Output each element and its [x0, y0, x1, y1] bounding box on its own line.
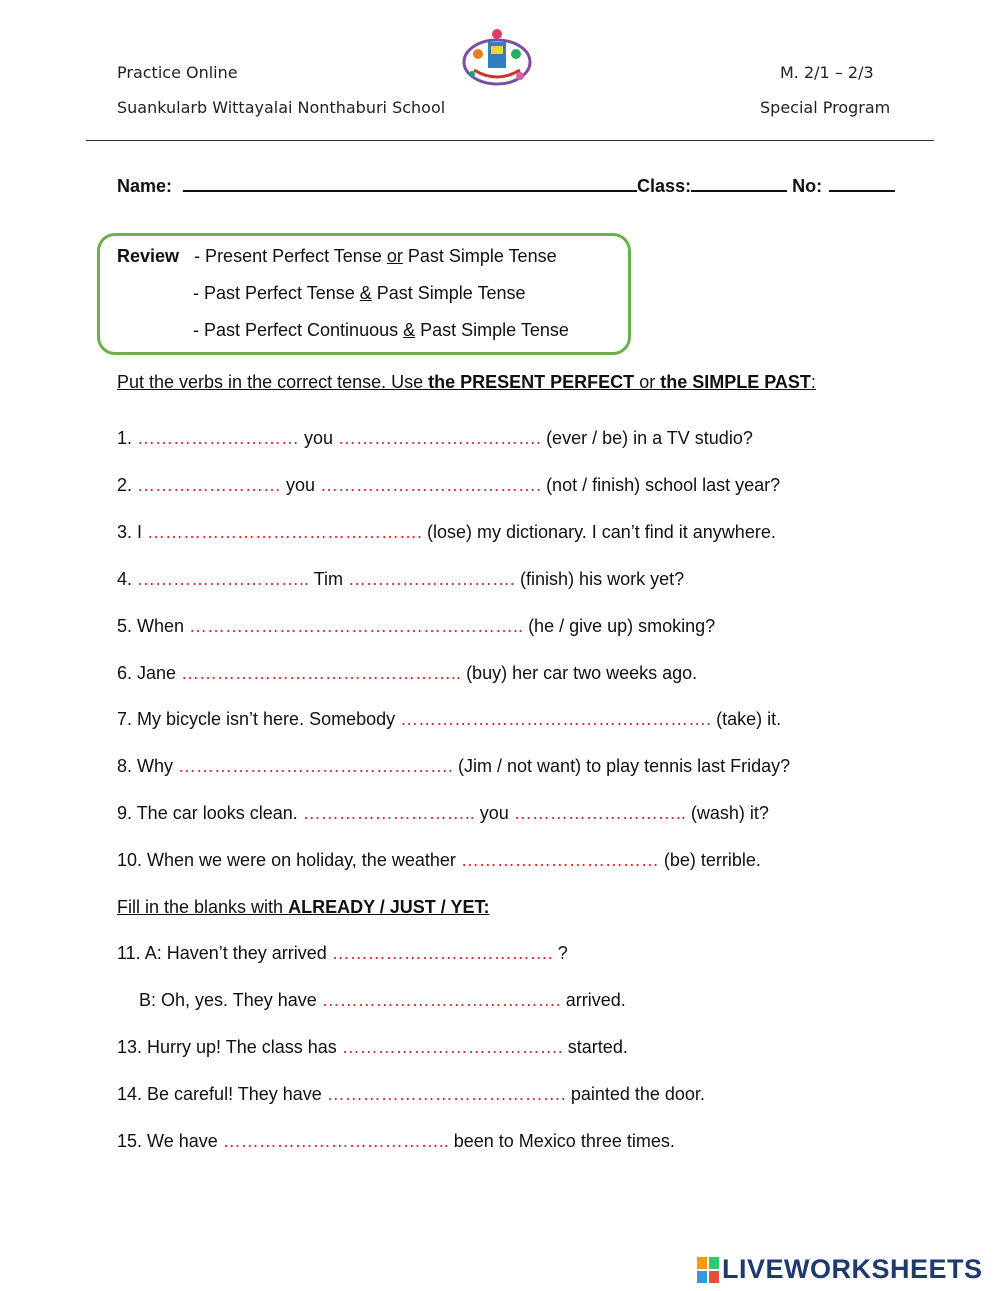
name-blank[interactable] [183, 172, 637, 192]
header-left-top: Practice Online [117, 63, 238, 82]
number-label: No: [792, 176, 823, 196]
question-11b: B: Oh, yes. They have …………………………………. arrived. [139, 990, 626, 1010]
liveworksheets-brand[interactable]: LIVEWORKSHEETS [722, 1254, 983, 1284]
answer-blank[interactable]: …………………………………. [321, 990, 561, 1010]
question-6: 6. Jane ……………………………………….. (buy) her car two weeks ago. [117, 663, 698, 683]
section1-instructions: Put the verbs in the correct tense. Use the PRESENT PERFECT or the SIMPLE PAST: [117, 372, 816, 392]
answer-blank[interactable]: ……………………………. [338, 428, 542, 448]
question-8: 8. Why ………………………………………. (Jim / not want) to play tennis last Friday? [117, 756, 791, 776]
question-13: 13. Hurry up! The class has ………………………………. started. [117, 1037, 628, 1057]
review-line-2: - Past Perfect Tense & Past Simple Tense [193, 283, 526, 303]
question-11a: 11. A: Haven’t they arrived ………………………………. ? [117, 943, 568, 963]
header-school-name: Suankularb Wittayalai Nonthaburi School [117, 98, 446, 117]
answer-blank[interactable]: ……………………… [137, 428, 300, 448]
name-label: Name: [117, 176, 173, 196]
answer-blank[interactable]: ………………………………………. [178, 756, 454, 776]
question-3: 3. I ………………………………………. (lose) my dictionary. I can’t find it anywhere. [117, 522, 776, 542]
answer-blank[interactable]: ……………………………………………….. [189, 616, 524, 636]
question-4: 4. ……………………….. Tim ………………………. (finish) his work yet? [117, 569, 685, 589]
question-7: 7. My bicycle isn’t here. Somebody ……………………………………………. (take) it. [117, 709, 782, 729]
liveworksheets-logo-icon [697, 1257, 719, 1283]
answer-blank[interactable]: ………………………………………. [147, 522, 423, 542]
question-1: 1. ……………………… you ……………………………. (ever / be) in a TV studio? [117, 428, 753, 448]
section2-instructions: Fill in the blanks with ALREADY / JUST / YET: [117, 897, 490, 917]
question-15: 15. We have ……………………………….. been to Mexico three times. [117, 1131, 675, 1151]
answer-blank[interactable]: ……………………………….. [222, 1131, 449, 1151]
class-blank[interactable] [691, 172, 787, 192]
question-5: 5. When ……………………………………………….. (he / give up) smoking? [117, 616, 716, 636]
answer-blank[interactable]: …………………………………. [326, 1084, 566, 1104]
question-14: 14. Be careful! They have …………………………………. painted the door. [117, 1084, 705, 1104]
answer-blank[interactable]: ……………………….. [302, 803, 475, 823]
review-line-1: Review - Present Perfect Tense or Past Simple Tense [117, 246, 557, 266]
answer-blank[interactable]: ………………………………. [341, 1037, 563, 1057]
school-emblem-icon [460, 26, 534, 92]
question-9: 9. The car looks clean. ……………………….. you ……………………….. (wash) it? [117, 803, 769, 823]
header-class-range: M. 2/1 – 2/3 [780, 63, 874, 82]
answer-blank[interactable]: ………………………. [348, 569, 516, 589]
answer-blank[interactable]: ……………………….. [513, 803, 686, 823]
question-10: 10. When we were on holiday, the weather …………………………… (be) terrible. [117, 850, 761, 870]
question-2: 2. …………………… you ………………………………. (not / finish) school last year? [117, 475, 781, 495]
answer-blank[interactable]: ……………………….. [137, 569, 310, 589]
review-title: Review [117, 246, 180, 266]
answer-blank[interactable]: ………………………………. [320, 475, 542, 495]
review-line-3: - Past Perfect Continuous & Past Simple Tense [193, 320, 569, 340]
answer-blank[interactable]: ……………………………………….. [181, 663, 462, 683]
answer-blank[interactable]: ……………………………………………. [400, 709, 712, 729]
header-divider [86, 140, 934, 141]
header-program: Special Program [760, 98, 891, 117]
student-info-row [117, 172, 895, 197]
number-blank[interactable] [829, 172, 895, 192]
answer-blank[interactable]: …………………… [137, 475, 282, 495]
answer-blank[interactable]: ………………………………. [331, 943, 553, 963]
answer-blank[interactable]: …………………………… [460, 850, 659, 870]
class-label: Class: [637, 176, 692, 196]
